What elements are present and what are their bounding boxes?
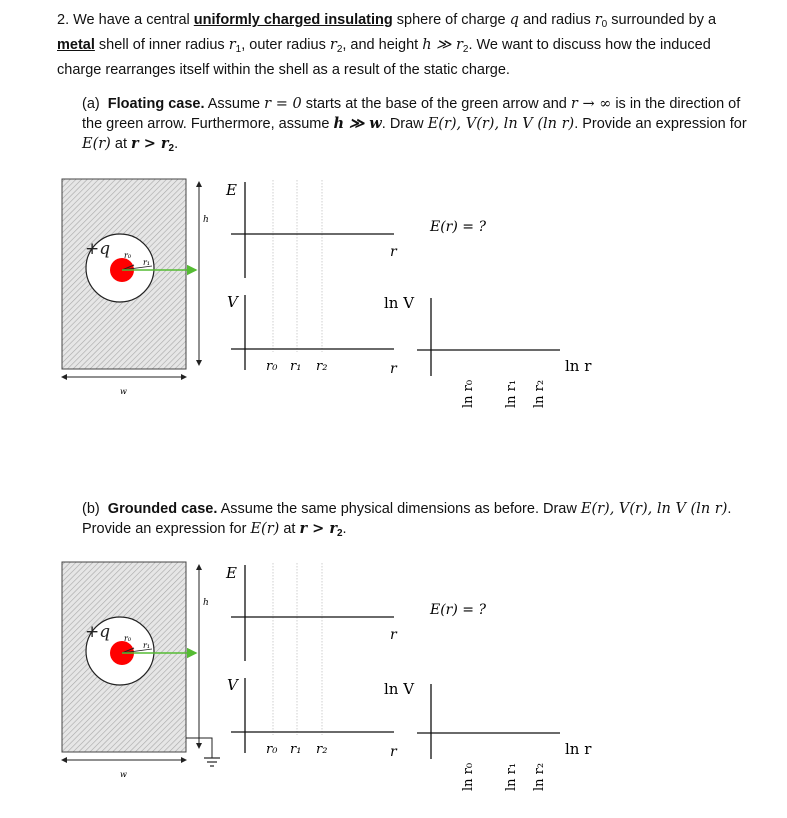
tick-lnr0: ln r₀ bbox=[461, 379, 476, 408]
tick-r2: r₂ bbox=[316, 359, 328, 374]
part-b-statement: (b) Grounded case. Assume the same physical dimensions as before. Draw E(r), V(r), ln V (ln r). Provide an expression for E(r) at $r > r_2$. bbox=[82, 501, 732, 539]
highlight-uniformly-charged-insulating: uniformly charged insulating bbox=[193, 12, 393, 28]
tick-lnr2: ln r₂ bbox=[532, 762, 547, 791]
v-r-axis-label: r bbox=[390, 744, 397, 760]
h-label: h bbox=[203, 598, 209, 608]
h-label: h bbox=[203, 215, 209, 225]
charge-label: +q bbox=[85, 622, 111, 642]
w-label: w bbox=[120, 387, 127, 396]
r1-label: r₁ bbox=[143, 641, 151, 650]
e-axis-label: E bbox=[226, 181, 237, 199]
problem-statement: 2. We have a central uniformly charged insulating sphere of charge q and radius $r_0$ surrounded by a metal shell of inner radius $r_1$, outer radius $r_2$, and height h ≫ $r_2$. We want to discuss how the induced charge rearranges itself within the shell as a result of the static charge. bbox=[57, 12, 717, 78]
tick-lnr0: ln r₀ bbox=[461, 762, 476, 791]
figure-a-svg bbox=[0, 170, 787, 430]
figure-a bbox=[0, 170, 787, 430]
r0-label: r₀ bbox=[124, 251, 132, 260]
e-question: E(r) = ? bbox=[430, 219, 486, 235]
r1-label: r₁ bbox=[143, 258, 151, 267]
charge-label: +q bbox=[85, 239, 111, 259]
figure-b-svg bbox=[0, 553, 787, 813]
w-label: w bbox=[120, 770, 127, 779]
e-question: E(r) = ? bbox=[430, 602, 486, 618]
tick-r0: r₀ bbox=[266, 359, 278, 374]
lnv-axis-label: ln V bbox=[384, 680, 415, 698]
e-r-axis-label: r bbox=[390, 627, 397, 643]
e-r-axis-label: r bbox=[390, 244, 397, 260]
lnr-axis-label: ln r bbox=[565, 357, 592, 375]
e-axis-label: E bbox=[226, 564, 237, 582]
tick-r1: r₁ bbox=[290, 742, 302, 757]
v-axis-label: V bbox=[227, 676, 238, 694]
tick-r0: r₀ bbox=[266, 742, 278, 757]
tick-r1: r₁ bbox=[290, 359, 302, 374]
highlight-metal: metal bbox=[57, 37, 95, 53]
v-r-axis-label: r bbox=[390, 361, 397, 377]
lnv-axis-label: ln V bbox=[384, 294, 415, 312]
tick-r2: r₂ bbox=[316, 742, 328, 757]
r0-label: r₀ bbox=[124, 634, 132, 643]
tick-lnr2: ln r₂ bbox=[532, 379, 547, 408]
tick-lnr1: ln r₁ bbox=[504, 762, 519, 791]
tick-lnr1: ln r₁ bbox=[504, 379, 519, 408]
part-a-statement: (a) Floating case. Assume r = 0 starts at the base of the green arrow and r → ∞ is in the direction of the green arrow. Furthermore, assume h ≫ w. Draw E(r), V(r), ln V (ln r). Provide an expression for E(r) at $r > r_2$. bbox=[82, 96, 747, 154]
figure-b bbox=[0, 553, 787, 813]
v-axis-label: V bbox=[227, 293, 238, 311]
lnr-axis-label: ln r bbox=[565, 740, 592, 758]
